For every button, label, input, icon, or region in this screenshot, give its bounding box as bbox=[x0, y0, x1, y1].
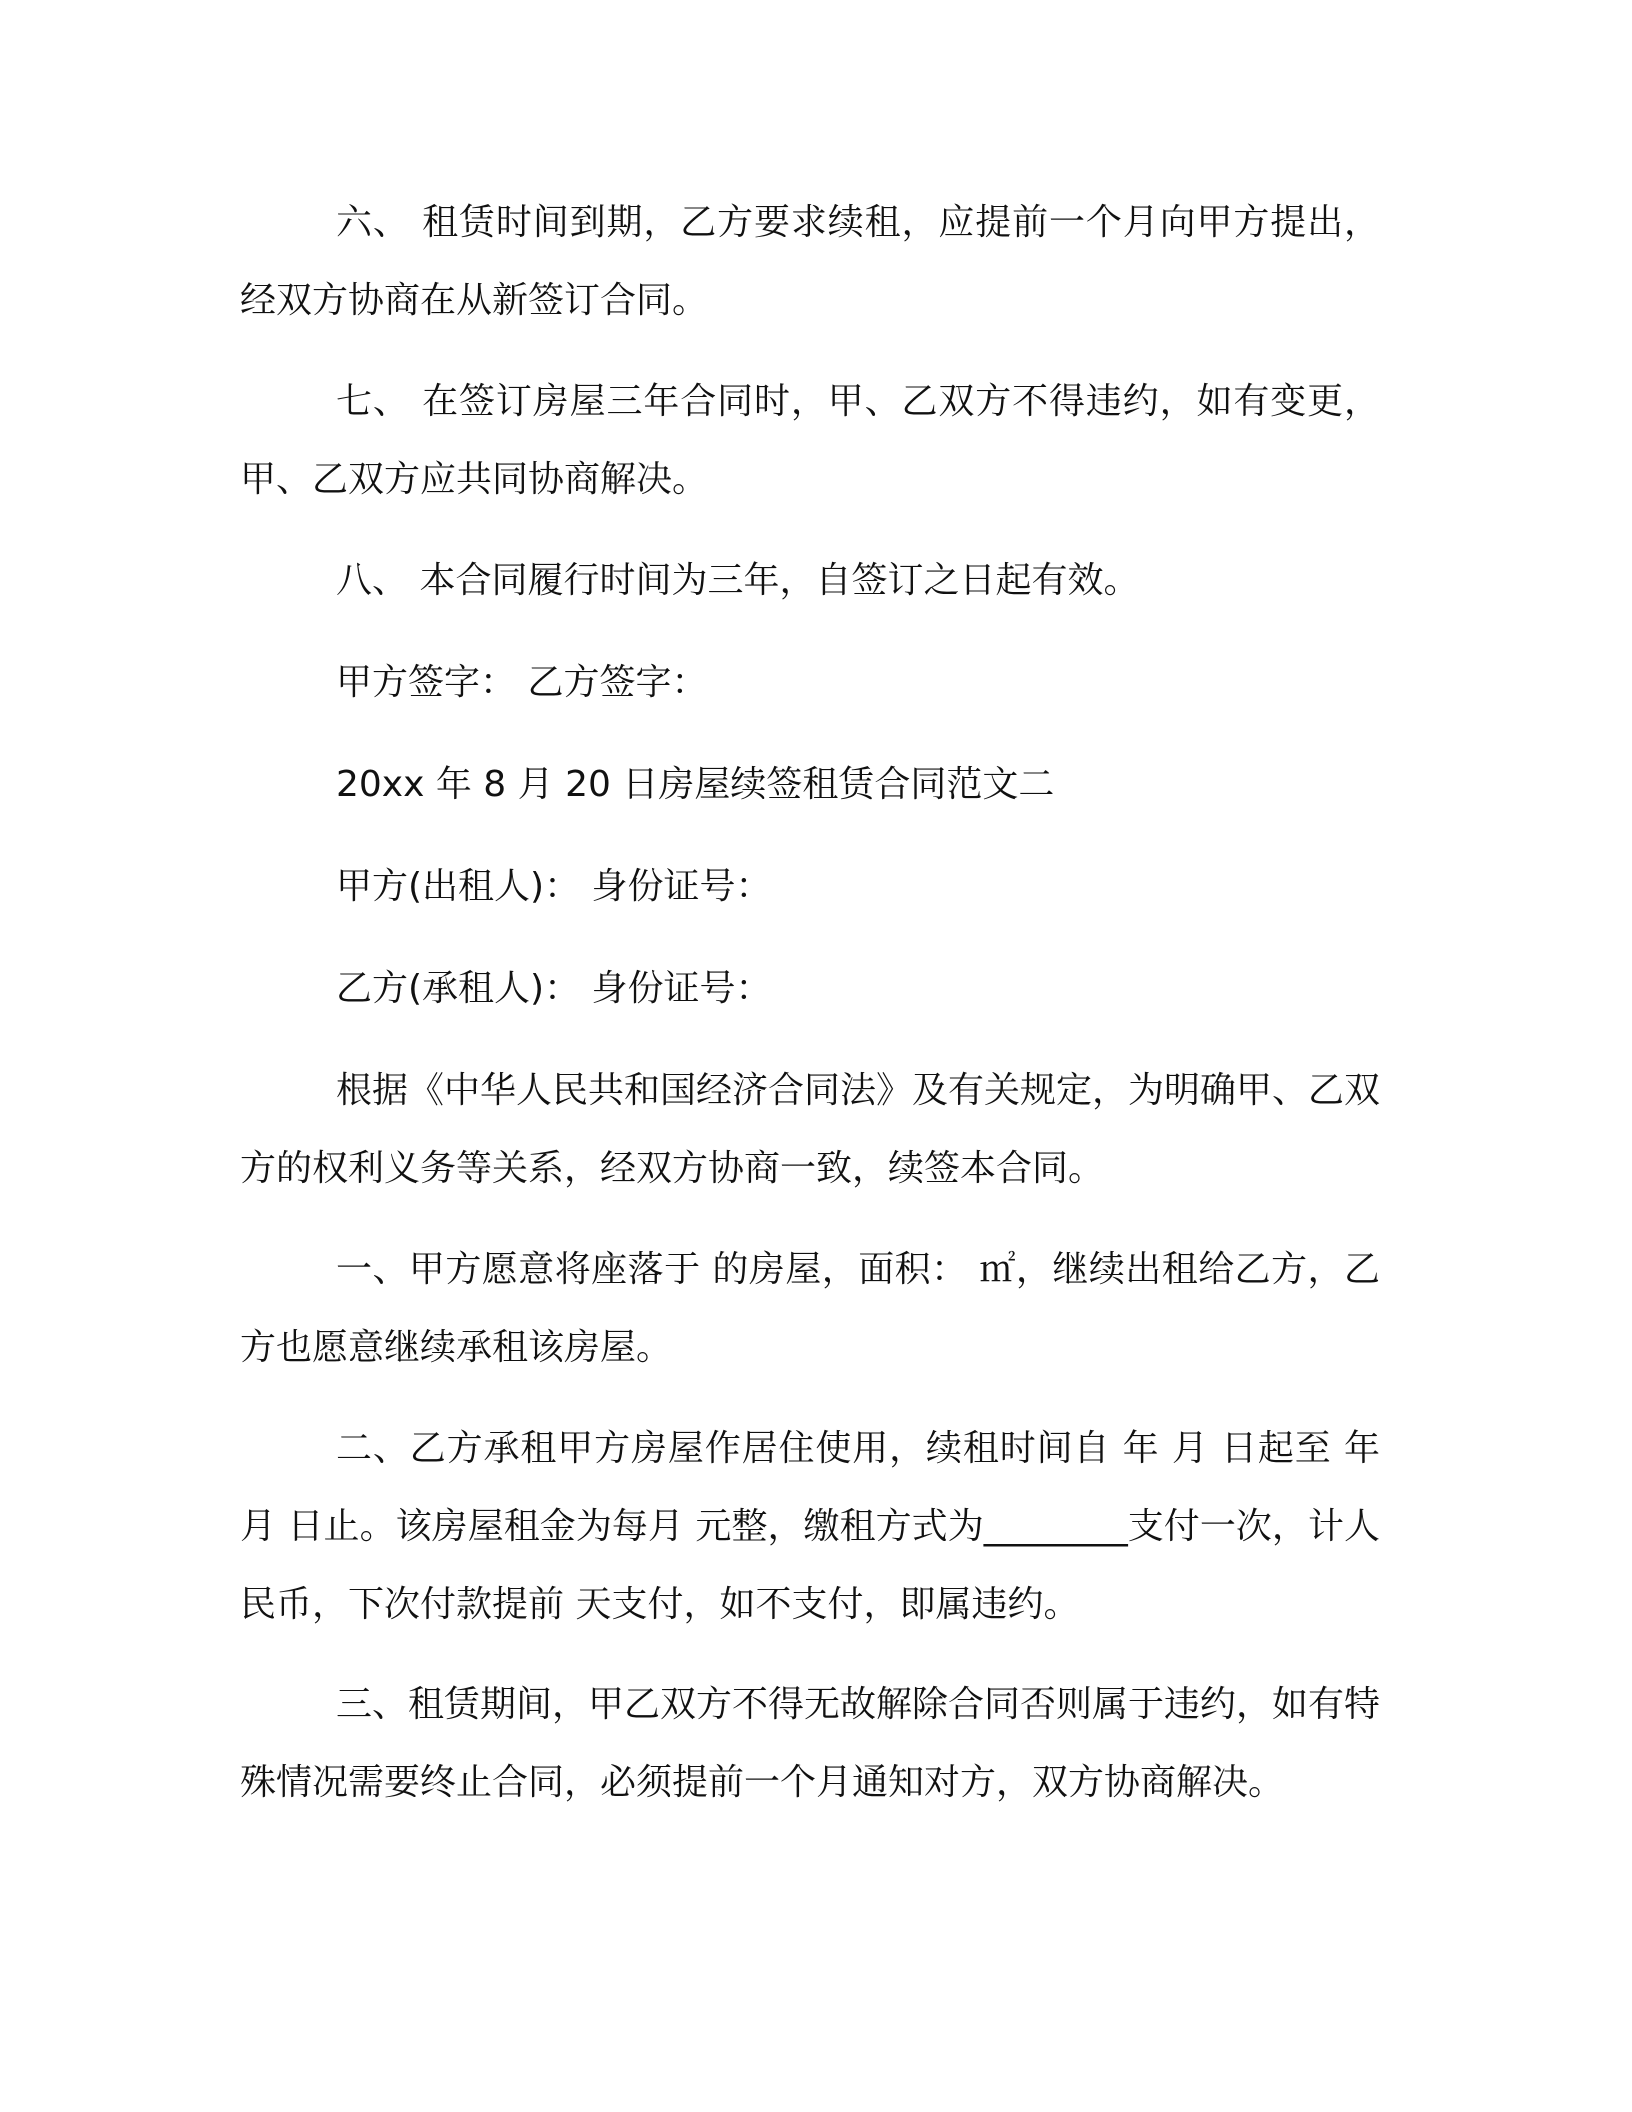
clause-six: 六、 租赁时间到期，乙方要求续租，应提前一个月向甲方提出，经双方协商在从新签订合同。 bbox=[240, 202, 1380, 321]
clause-one: 一、甲方愿意将座落于 的房屋，面积： ㎡，继续出租给乙方，乙方也愿意继续承租该房屋。 bbox=[240, 1249, 1380, 1368]
clause-seven: 七、 在签订房屋三年合同时，甲、乙双方不得违约，如有变更，甲、乙双方应共同协商解决。 bbox=[240, 381, 1380, 500]
party-a-line: 甲方(出租人)： 身份证号： bbox=[336, 866, 772, 907]
clause-two: 二、乙方承租甲方房屋作居住使用，续租时间自 年 月 日起至 年月 日止。该房屋租金为每月 元整，缴租方式为________支付一次，计人民币，下次付款提前 天支付，如不支付，即属违约。 bbox=[240, 1428, 1380, 1625]
party-b-line: 乙方(承租人)： 身份证号： bbox=[336, 968, 772, 1009]
clause-eight: 八、 本合同履行时间为三年，自签订之日起有效。 bbox=[336, 560, 1140, 601]
preamble: 根据《中华人民共和国经济合同法》及有关规定，为明确甲、乙双方的权利义务等关系，经双方协商一致，续签本合同。 bbox=[240, 1070, 1381, 1189]
date-and-title: 20xx 年 8 月 20 日房屋续签租赁合同范文二 bbox=[336, 764, 1055, 805]
signature-line: 甲方签字： 乙方签字： bbox=[336, 662, 708, 703]
clause-three: 三、租赁期间，甲乙双方不得无故解除合同否则属于违约，如有特殊情况需要终止合同，必须提前一个月通知对方，双方协商解决。 bbox=[240, 1684, 1381, 1803]
